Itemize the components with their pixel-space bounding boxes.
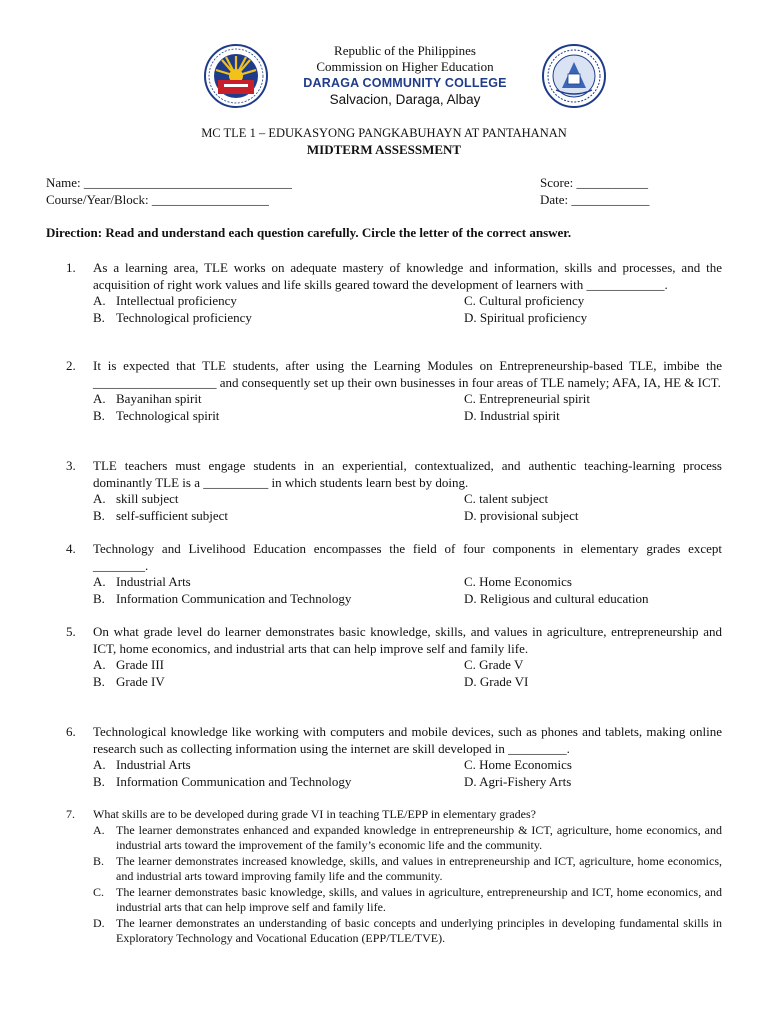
answer-options <box>93 293 722 326</box>
question-6 <box>66 724 722 790</box>
college-address: Salvacion, Daraga, Albay <box>329 92 481 107</box>
exam-title: MIDTERM ASSESSMENT <box>306 142 462 157</box>
option-c[interactable]: C. Home Economics <box>464 757 572 773</box>
option-c[interactable]: C. Entrepreneurial spirit <box>464 391 590 407</box>
course-title: MC TLE 1 – EDUKASYONG PANGKABUHAYN AT PANTAHANAN <box>201 126 567 140</box>
letterhead <box>250 43 560 108</box>
question-stem: Technological knowledge like working with computers and mobile devices, such as phones and tablets, making online research such as collecting information using the internet are skill developed in _________. <box>93 724 722 756</box>
answer-options <box>93 574 722 607</box>
option-c[interactable]: C. Home Economics <box>464 574 572 590</box>
option-b[interactable]: B. Technological proficiency <box>93 309 252 325</box>
option-d[interactable]: D. Agri-Fishery Arts <box>464 773 572 789</box>
question-number: 7. <box>66 807 75 821</box>
option-a[interactable]: A. Intellectual proficiency <box>93 293 237 309</box>
question-2 <box>66 358 722 424</box>
question-4 <box>66 541 722 607</box>
name-field: Name: ________________________________ <box>46 175 292 190</box>
option-d[interactable]: D. Industrial spirit <box>464 407 560 423</box>
option-b[interactable]: B. self-sufficient subject <box>93 507 229 523</box>
option-a[interactable]: A. Industrial Arts <box>93 574 191 590</box>
question-number: 5. <box>66 624 76 639</box>
college-name: DARAGA COMMUNITY COLLEGE <box>303 76 507 90</box>
date-field: Date: ____________ <box>540 192 650 207</box>
option-c[interactable]: C. Grade V <box>464 657 524 673</box>
republic-line: Republic of the Philippines <box>334 43 476 58</box>
question-stem: On what grade level do learner demonstrates basic knowledge, skills, and values in agriculture, entrepreneurship and ICT, home economics, and industrial arts that can help improve self and family life. <box>93 624 722 656</box>
question-5 <box>66 624 722 690</box>
option-b[interactable]: B. The learner demonstrates increased knowledge, skills, and values in entrepreneurship and ICT, agriculture, home economics, and industrial arts toward improving family life and the community. <box>93 853 722 883</box>
option-d[interactable]: D. Religious and cultural education <box>464 590 649 606</box>
option-d[interactable]: D. Spiritual proficiency <box>464 309 588 325</box>
option-d[interactable]: D. Grade VI <box>464 673 529 689</box>
course-year-block-field: Course/Year/Block: __________________ <box>46 192 269 207</box>
question-number: 4. <box>66 541 76 556</box>
option-d[interactable]: D. provisional subject <box>464 507 579 523</box>
option-b[interactable]: B. Grade IV <box>93 673 165 689</box>
option-a[interactable]: A. The learner demonstrates enhanced and expanded knowledge in entrepreneurship & ICT, agriculture, home economics, and industrial arts toward the improvement of the family’s economic life and the community. <box>93 822 722 852</box>
option-c[interactable]: C. The learner demonstrates basic knowledge, skills, and values in agriculture, entrepreneurship and ICT, home economics, and industrial arts that can help improve self and family life. <box>93 884 722 914</box>
option-c[interactable]: C. talent subject <box>464 491 549 507</box>
answer-options <box>93 757 722 790</box>
option-a[interactable]: A. Industrial Arts <box>93 757 191 773</box>
question-number: 1. <box>66 260 76 275</box>
answer-options <box>93 657 722 690</box>
question-stem: TLE teachers must engage students in an experiential, contextualized, and authentic teaching-learning process dominantly TLE is a __________ in which students learn best by doing. <box>93 458 722 490</box>
question-3 <box>66 458 722 524</box>
option-a[interactable]: A. Grade III <box>93 657 164 673</box>
answer-options <box>93 823 722 947</box>
option-a[interactable]: A. skill subject <box>93 491 179 507</box>
option-b[interactable]: B. Technological spirit <box>93 407 220 423</box>
answer-options <box>93 491 722 524</box>
question-stem: Technology and Livelihood Education encompasses the field of four components in elementary grades except ________. <box>93 541 722 573</box>
option-b[interactable]: B. Information Communication and Technology <box>93 590 352 606</box>
score-field: Score: ___________ <box>540 175 648 190</box>
question-number: 3. <box>66 458 76 473</box>
option-d[interactable]: D. The learner demonstrates an understanding of basic concepts and underlying principles in developing fundamental skills in Exploratory Technology and Vocational Education (EPP/TLE/TVE). <box>93 915 722 945</box>
option-c[interactable]: C. Cultural proficiency <box>464 293 585 309</box>
question-number: 2. <box>66 358 76 373</box>
option-b[interactable]: B. Information Communication and Technology <box>93 773 352 789</box>
question-7 <box>66 807 722 947</box>
question-stem: What skills are to be developed during grade VI in teaching TLE/EPP in elementary grades? <box>93 807 536 821</box>
directions: Direction: Read and understand each question carefully. Circle the letter of the correct answer. <box>46 225 572 240</box>
question-stem: It is expected that TLE students, after using the Learning Modules on Entrepreneurship-based TLE, imbibe the ___________________ and consequently set up their own businesses in four areas of TLE namely; AFA, IA, HE & ICT. <box>93 358 722 390</box>
commission-line: Commission on Higher Education <box>316 59 494 74</box>
question-stem: As a learning area, TLE works on adequate mastery of knowledge and information, skills and processes, and the acquisition of right work values and life skills geared toward the development of learners with ____________. <box>93 260 722 292</box>
question-number: 6. <box>66 724 76 739</box>
option-a[interactable]: A. Bayanihan spirit <box>93 391 202 407</box>
answer-options <box>93 391 722 424</box>
question-1 <box>66 260 722 326</box>
